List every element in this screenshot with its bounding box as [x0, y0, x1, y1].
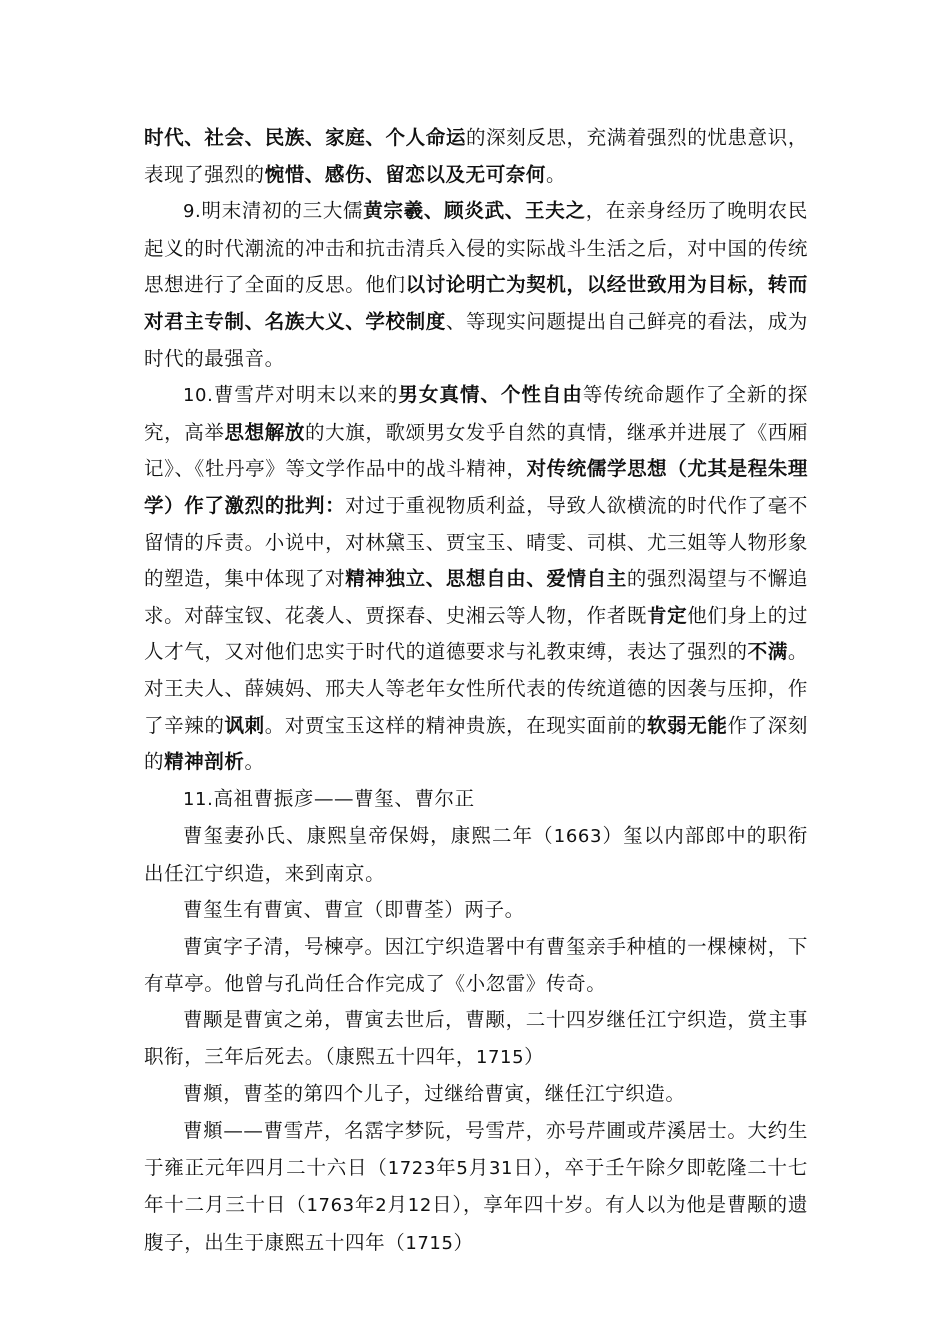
bold-text: 惋惜、感伤、留恋以及无可奈何 [264, 162, 547, 186]
bold-text: 精神剖析 [164, 750, 245, 774]
paragraph-p17 [144, 1113, 808, 1262]
text-run: 曹頫——曹雪芹，名霑字梦阮，号雪芹，亦号芹圃或芹溪居士。大约生于雍正元年四月二十六日（ [144, 1119, 808, 1179]
text-run: 月 [387, 1193, 408, 1217]
bold-text: 思想解放 [224, 420, 305, 444]
bold-text: 不满 [747, 640, 788, 664]
paragraph-p13 [144, 892, 808, 929]
paragraph-p14 [144, 929, 808, 1002]
text-run: ） [524, 1044, 545, 1068]
text-run: 2 [375, 1195, 388, 1217]
text-run: 他们身上的过人才气，又对他们忠实于时代的道德要求与礼教束缚，表达了强烈的 [144, 603, 808, 664]
text-run: 作了深刻的 [144, 713, 808, 774]
text-run: 曹玺生有曹寅、曹宣（即曹荃）两子。 [183, 898, 525, 922]
text-run: ）玺以内部郎中的职衔出任江宁织造，来到南京。 [144, 824, 808, 885]
paragraph-p11 [144, 781, 808, 819]
text-run: 。 [546, 162, 567, 186]
paragraph-p10 [144, 377, 808, 781]
document-body [144, 120, 808, 1262]
paragraph-p12 [144, 818, 808, 892]
text-run: 年 [354, 1193, 376, 1217]
text-run: ） [453, 1230, 474, 1254]
bold-text: 时代、社会、民族、家庭、个人命运 [144, 126, 466, 149]
text-run: 曹雪芹对明末以来的 [213, 383, 399, 407]
text-run: 、等现实问题提出自己鲜亮的看法，成为时代的最强音。 [144, 309, 808, 370]
text-run: 11. [183, 788, 214, 810]
text-run: 的大旗，歌颂男女发乎自然的真情，继承并进展了《西厢记》、《牡丹亭》等文学作品中的战斗精神， [144, 420, 808, 481]
text-run: 年 [435, 1155, 457, 1179]
text-run: 。对王夫人、薛姨妈、邢夫人等老年女性所代表的传统道德的因袭与压抑，作了辛辣的 [144, 640, 808, 737]
bold-text: 精神独立、思想自由、爱情自主 [345, 567, 627, 591]
text-run: 1723 [387, 1157, 436, 1179]
text-run: 曹颙是曹寅之弟，曹寅去世后，曹颙，二十四岁继任江宁织造，赏主事职衔，三年后死去。（康熙五十四年， [144, 1008, 808, 1068]
paragraph-p15 [144, 1002, 808, 1076]
text-run: 1715 [405, 1232, 454, 1254]
text-run: 12 [407, 1195, 432, 1217]
text-run: 明末清初的三大儒 [201, 199, 364, 223]
text-run: 等传统命题作了全新的探究，高举 [144, 383, 808, 444]
bold-text: 肯定 [647, 603, 688, 627]
text-run: 曹寅字子清，号楝亭。因江宁织造署中有曹玺亲手种植的一棵楝树，下有草亭。他曾与孔尚任合作完成了《小忽雷》传奇。 [144, 935, 808, 995]
bold-text: 男女真情、个性自由 [398, 383, 583, 407]
text-run: 曹玺妻孙氏、康熙皇帝保姆，康熙二年（ [183, 824, 554, 848]
paragraph-p-cont [144, 120, 808, 193]
bold-text: 对传统儒学思想（尤其是程朱理学）作了激烈的批判： [144, 457, 808, 517]
bold-text: 软弱无能 [647, 713, 728, 737]
text-run: 1663 [553, 826, 602, 848]
text-run: 月 [468, 1155, 489, 1179]
text-run: 5 [456, 1157, 469, 1179]
text-run: 31 [489, 1157, 514, 1179]
text-run: ，在亲身经历了晚明农民起义的时代潮流的冲击和抗击清兵入侵的实际战斗生活之后，对中国的传统思想进行了全面的反思。他们 [144, 199, 808, 297]
text-run: 。 [244, 750, 265, 774]
bold-text: 以讨论明亡为契机，以经世致用为目标，转而对君主专制、名族大义、学校制度 [144, 273, 808, 333]
text-run: 曹頫，曹荃的第四个儿子，过继给曹寅，继任江宁织造。 [183, 1082, 686, 1106]
text-run: 的深刻反思，充满着强烈的忧患意识，表现了强烈的 [144, 126, 808, 186]
paragraph-p16 [144, 1076, 808, 1113]
bold-text: 讽刺 [224, 713, 265, 737]
text-run: 的强烈渴望与不懈追求。对薛宝钗、花袭人、贾探春、史湘云等人物，作者既 [144, 567, 808, 627]
text-run: 1763 [306, 1195, 355, 1217]
text-run: 9. [183, 201, 202, 223]
text-run: 日），卒于壬午除夕即乾隆二十七年十二月三十日（ [144, 1155, 808, 1217]
bold-text: 黄宗羲、顾炎武、王夫之 [363, 199, 586, 223]
text-run: 对过于重视物质利益，导致人欲横流的时代作了毫不留情的斥责。小说中，对林黛玉、贾宝玉、晴雯、司棋、尤三姐等人物形象的塑造，集中体现了对 [144, 493, 808, 591]
text-run: 高祖曹振彦——曹玺、曹尔正 [213, 786, 475, 810]
text-run: 1715 [475, 1046, 525, 1068]
text-run: 。对贾宝玉这样的精神贵族，在现实面前的 [264, 713, 648, 737]
paragraph-p9 [144, 193, 808, 377]
text-run: 10. [183, 385, 214, 407]
text-run: 日），享年四十岁。有人以为他是曹颙的遗腹子，出生于康熙五十四年（ [144, 1193, 808, 1254]
